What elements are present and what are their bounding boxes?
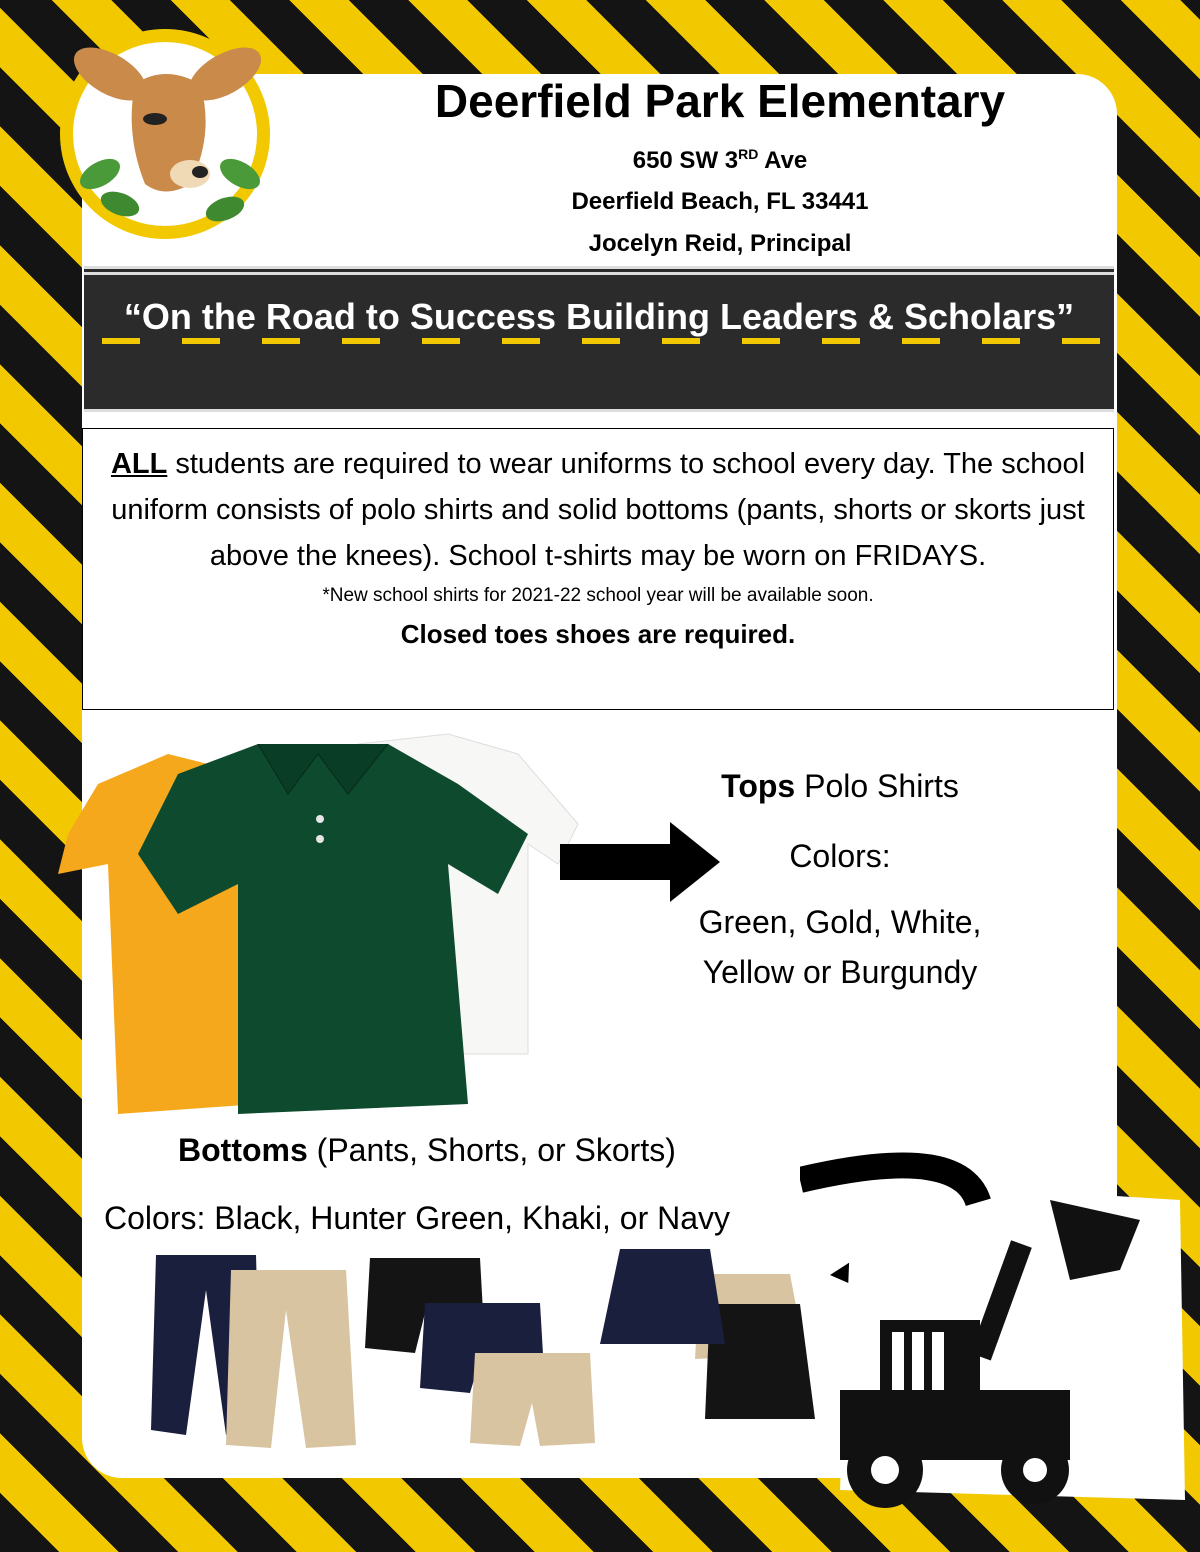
road-banner <box>84 266 1114 412</box>
tops-label-rest: Polo Shirts <box>795 768 959 804</box>
all-emphasis: ALL <box>110 448 168 480</box>
tops-heading <box>640 768 1040 805</box>
road-edge-top <box>84 266 1114 269</box>
uniform-notice-box <box>82 428 1114 710</box>
bottoms-heading <box>178 1132 676 1169</box>
tops-colors-label: Colors: <box>789 838 891 874</box>
uniform-requirement-body: students are required to wear uniforms to school every day. The school uniform consists of polo shirts and solid bottoms (pants, shorts or skorts just above the knees). School t-shirts may be worn on FRIDAYS. <box>111 448 1086 572</box>
school-name: Deerfield Park Elementary <box>434 75 1006 127</box>
road-edge-top-inner <box>84 272 1114 275</box>
bottoms-colors: Colors: Black, Hunter Green, Khaki, or Navy <box>104 1200 731 1236</box>
city-state-zip: Deerfield Beach, FL 33441 <box>571 188 869 215</box>
closed-toe-shoes-note: Closed toes shoes are required. <box>400 619 796 649</box>
tops-colors-line2: Yellow or Burgundy <box>702 954 978 990</box>
tops-label: Tops <box>721 768 796 804</box>
polo-shirts-image <box>58 724 588 1124</box>
road-center-dashes <box>102 338 1102 344</box>
school-motto: “On the Road to Success Building Leaders & Scholars” <box>123 296 1075 337</box>
tops-colors-line1: Green, Gold, White, <box>698 904 982 940</box>
principal-name: Jocelyn Reid, Principal <box>588 230 852 257</box>
uniform-requirement-text <box>97 441 1099 579</box>
street-address <box>420 146 1020 175</box>
road-edge-bottom <box>84 409 1114 412</box>
shorts-image <box>360 1258 600 1448</box>
deer-mascot-logo <box>40 24 290 244</box>
skorts-image <box>600 1244 820 1424</box>
loader-vehicle-image <box>820 1180 1190 1520</box>
street-suffix: Ave <box>758 147 808 174</box>
new-shirts-note: *New school shirts for 2021-22 school year will be available soon. <box>322 585 874 606</box>
street-superscript: RD <box>738 146 759 162</box>
street-prefix: 650 SW 3 <box>632 147 739 174</box>
bottoms-label-rest: (Pants, Shorts, or Skorts) <box>307 1132 676 1168</box>
bottoms-label: Bottoms <box>178 1132 308 1168</box>
pants-image <box>146 1250 366 1450</box>
